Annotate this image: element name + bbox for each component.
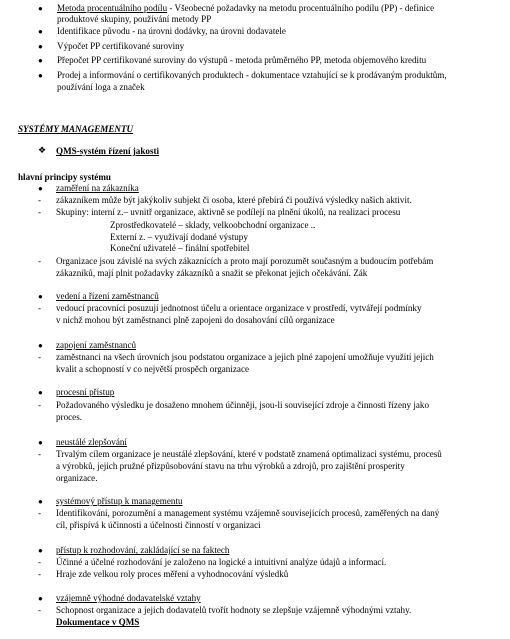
principle-title: vedení a řízení zaměstnanců [56,291,159,301]
disc-bullet-icon: ● [38,341,43,350]
disc-bullet-icon: ● [38,184,43,193]
section-title: SYSTÉMY MANAGEMENTU [18,124,134,134]
principle-title: systémový přístup k managementu [56,496,183,506]
diamond-bullet-icon: ❖ [38,145,47,155]
disc-bullet-icon: ● [38,56,43,65]
dash-marker-icon: - [38,352,42,362]
disc-bullet-icon: ● [38,546,43,555]
principle-text: Hraje zde velkou roly proces měření a vyhodnocování výsledků [56,569,289,579]
principle-text: cíl, přispívá k účinnosti a účelnosti činností v organizaci [56,520,261,530]
dash-marker-icon: - [38,449,42,459]
principle-title: zaměření na zákazníka [56,183,139,193]
principle-text: Organizace jsou závislé na svých zákaznících a proto mají porozumět současným a budoucím potřebám [56,256,434,266]
dash-marker-icon: - [38,195,42,205]
principle-text: Skupiny: interní z.– uvnitř organizace, aktivně se podílejí na plnění úkolů, na realizaci procesu [56,207,401,217]
principle-text: zákazníkem může být jakýkoliv subjekt či osoba, které přebírá či používá výsledky našich aktivit. [56,195,412,205]
list-item [57,3,434,14]
principle-text: proces. [56,412,83,422]
qms-title: QMS-systém řízení jakosti [56,146,160,156]
dash-marker-icon: - [38,557,42,567]
dash-marker-icon: - [38,605,42,615]
disc-bullet-icon: ● [38,71,43,80]
list-item: Výpočet PP certifikované suroviny [57,41,185,51]
disc-bullet-icon: ● [38,497,43,506]
principle-text: vedoucí pracovníci posuzují jednotnost účelu a orientace organizace v prostředí, vytvářejí podmínky [56,303,422,313]
principle-text: Požadovaného výsledku je dosaženo mnohem účinněji, jsou-li související zdroje a činnosti řízeny jako [56,400,430,410]
principle-text: zaměstnanci na všech úrovních jsou podstatou organizace a jejich plné zapojení umožňuje využití jejich [56,352,434,362]
principle-text: kvalit a schopností v co největší prospěch organizace [56,364,250,374]
principle-text: Schopnost organizace a jejich dodavatelů tvořít hodnoty se zlepšuje vzájemně výhodnými vztahy. [56,605,412,615]
disc-bullet-icon: ● [38,438,43,447]
principle-text: Trvalým cílem organizace je neustálé zlepšování, které v podstatě znamená optimalizaci systému, procesů [56,449,442,459]
list-item-text: - Všeobecné požadavky na metodu procentuálního podílu (PP) - definice [167,3,435,13]
list-item: Přepočet PP certifikované suroviny do výstupů - metoda průměrného PP, metoda objemového kreditu [57,55,427,65]
dash-marker-icon: - [38,569,42,579]
principle-text: Externí z. – využívají dodané výstupy [110,232,248,242]
dash-marker-icon: - [38,256,42,266]
disc-bullet-icon: ● [38,42,43,51]
dash-marker-icon: - [38,400,42,410]
principle-text: a výrobků, jejich pružné přizpůsobování stavu na trhu výrobků a zdrojů, pro zajištění prosperity [56,461,405,471]
list-item: používání loga a značek [57,82,145,92]
disc-bullet-icon: ● [38,4,43,13]
principle-text: Účinné a účelné rozhodování je založeno na logické a intuitivní analýze údajů a informací. [56,557,387,567]
principle-text: zákazníků, mají plnit požadavky zákazníků a snažit se překonat jejich očekávání. Zák [56,268,368,278]
dash-marker-icon: - [38,207,42,217]
principle-title: přístup k rozhodování, zakládající se na faktech [56,545,230,555]
principle-title: vzájemně výhodné dodavatelské vztahy [56,593,201,603]
dash-marker-icon: - [38,508,42,518]
principle-text: Identifikování, porozumění a management systému vzájemně souvisejících procesů, zaměřených na daný [56,508,440,518]
principle-text: v nichž mohou být zaměstnanci plně zapojeni do dosahování cílů organizace [56,315,335,325]
disc-bullet-icon: ● [38,292,43,301]
principle-title: zapojení zaměstnanců [56,340,137,350]
principles-heading: hlavní principy systému [18,172,111,182]
principle-title: neustálé zlepšování [56,437,127,447]
principle-title: procesní přístup [56,387,115,397]
list-item-term: Metoda procentuálního podílu [57,3,168,13]
disc-bullet-icon: ● [38,594,43,603]
list-item: Prodej a informování o certifikovaných produktech - dokumentace vztahující se k prodávaným produktům, [57,70,447,80]
disc-bullet-icon: ● [38,388,43,397]
principle-text: Koneční uživatelé – finální spotřebitel [110,243,250,253]
dash-marker-icon: - [38,303,42,313]
principle-text: Zprostředkovatelé – sklady, velkoobchodní organizace .. [110,220,316,230]
list-item: produktové skupiny, používání metody PP [57,14,212,24]
doc-heading: Dokumentace v QMS [56,617,140,627]
list-item: Identifikace původu - na úrovni dodávky, na úrovni dodavatele [57,26,286,36]
disc-bullet-icon: ● [38,27,43,36]
principle-text: organizace. [56,473,98,483]
